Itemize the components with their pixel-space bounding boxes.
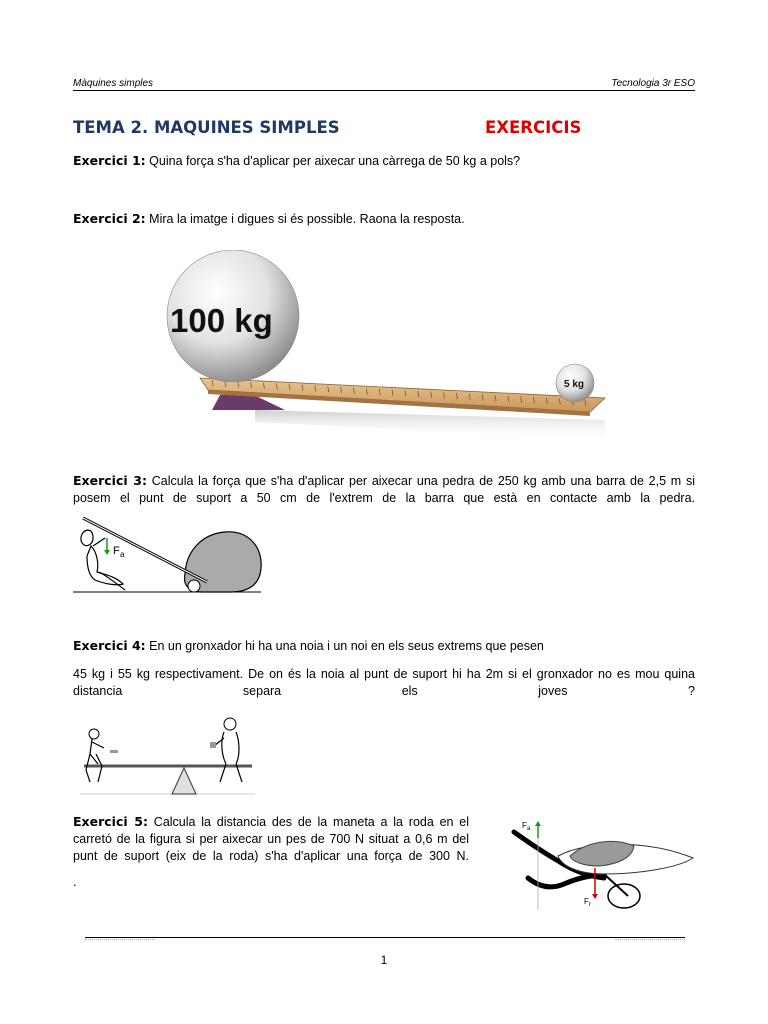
exercise-3	[73, 472, 695, 507]
page-subtitle: EXERCICIS	[485, 118, 582, 137]
force-label: F	[113, 545, 120, 557]
boy-body	[214, 732, 242, 782]
force-up-label: F	[522, 821, 527, 830]
page-number: 1	[380, 953, 388, 967]
exercise-4-label: Exercici 4:	[73, 638, 146, 653]
small-ball-label: 5 kg	[564, 379, 585, 390]
header-divider	[73, 90, 695, 91]
exercise-3-label: Exercici 3:	[73, 473, 147, 488]
lever-balance-figure	[160, 250, 610, 445]
exercise-4-text-2: 45 kg i 55 kg respectivament. De on és la noia al punt de suport hi ha 2m si el gronxador no es mou quina distancia separa els joves ?	[73, 667, 695, 698]
exercise-1-text: Quina força s'ha d'aplicar per aixecar una càrrega de 50 kg a pols?	[149, 154, 521, 168]
header-left: Màquines simples	[73, 78, 154, 89]
force-label-sub: a	[120, 550, 125, 559]
force-up-label-sub: a	[527, 826, 531, 832]
crowbar-figure	[73, 512, 263, 597]
exercise-1-label: Exercici 1:	[73, 153, 146, 168]
header-right: Tecnologia 3r ESO	[611, 78, 695, 89]
exercise-4-continued	[73, 666, 695, 700]
exercise-3-text: Calcula la força que s'ha d'aplicar per aixecar una pedra de 250 kg amb una barra de 2,5 m si posem el punt de suport a 50 cm de l'extrem de la barra que està en contacte amb la pedra.	[73, 474, 695, 505]
exercise-2-label: Exercici 2:	[73, 211, 146, 226]
wheelbarrow-figure	[508, 812, 695, 914]
exercise-1	[73, 152, 695, 170]
footer-divider	[85, 937, 685, 938]
wheelbarrow-handle-lower	[528, 875, 604, 886]
force-down-label-sub: r	[589, 902, 591, 908]
exercise-4	[73, 637, 695, 655]
girl-body	[86, 739, 104, 782]
boy-head	[224, 718, 236, 730]
girl-head	[89, 729, 99, 739]
person-head	[81, 530, 93, 546]
fulcrum-pebble	[188, 580, 200, 592]
big-ball-label: 100 kg	[170, 302, 273, 339]
exercise-2	[73, 210, 695, 228]
exercise-5-label: Exercici 5:	[73, 814, 148, 829]
wheelbarrow-wheel	[608, 884, 640, 908]
seesaw-figure	[80, 712, 255, 797]
page-title: TEMA 2. MAQUINES SIMPLES	[73, 118, 340, 137]
exercise-4-text: En un gronxador hi ha una noia i un noi en els seus extrems que pesen	[149, 639, 544, 653]
exercise-5	[73, 813, 469, 865]
exercise-2-text: Mira la imatge i digues si és possible. Raona la resposta.	[149, 212, 465, 226]
force-down-label: F	[584, 897, 589, 906]
seesaw-fulcrum	[172, 768, 196, 794]
exercise-5-trailing: .	[73, 875, 77, 889]
exercise-5-text: Calcula la distancia des de la maneta a la roda en el carretó de la figura si per aixecar un pes de 700 N situat a 0,6 m del punt de suport (eix de la roda) s'ha d'aplicar una força de 300 N.	[73, 815, 469, 863]
